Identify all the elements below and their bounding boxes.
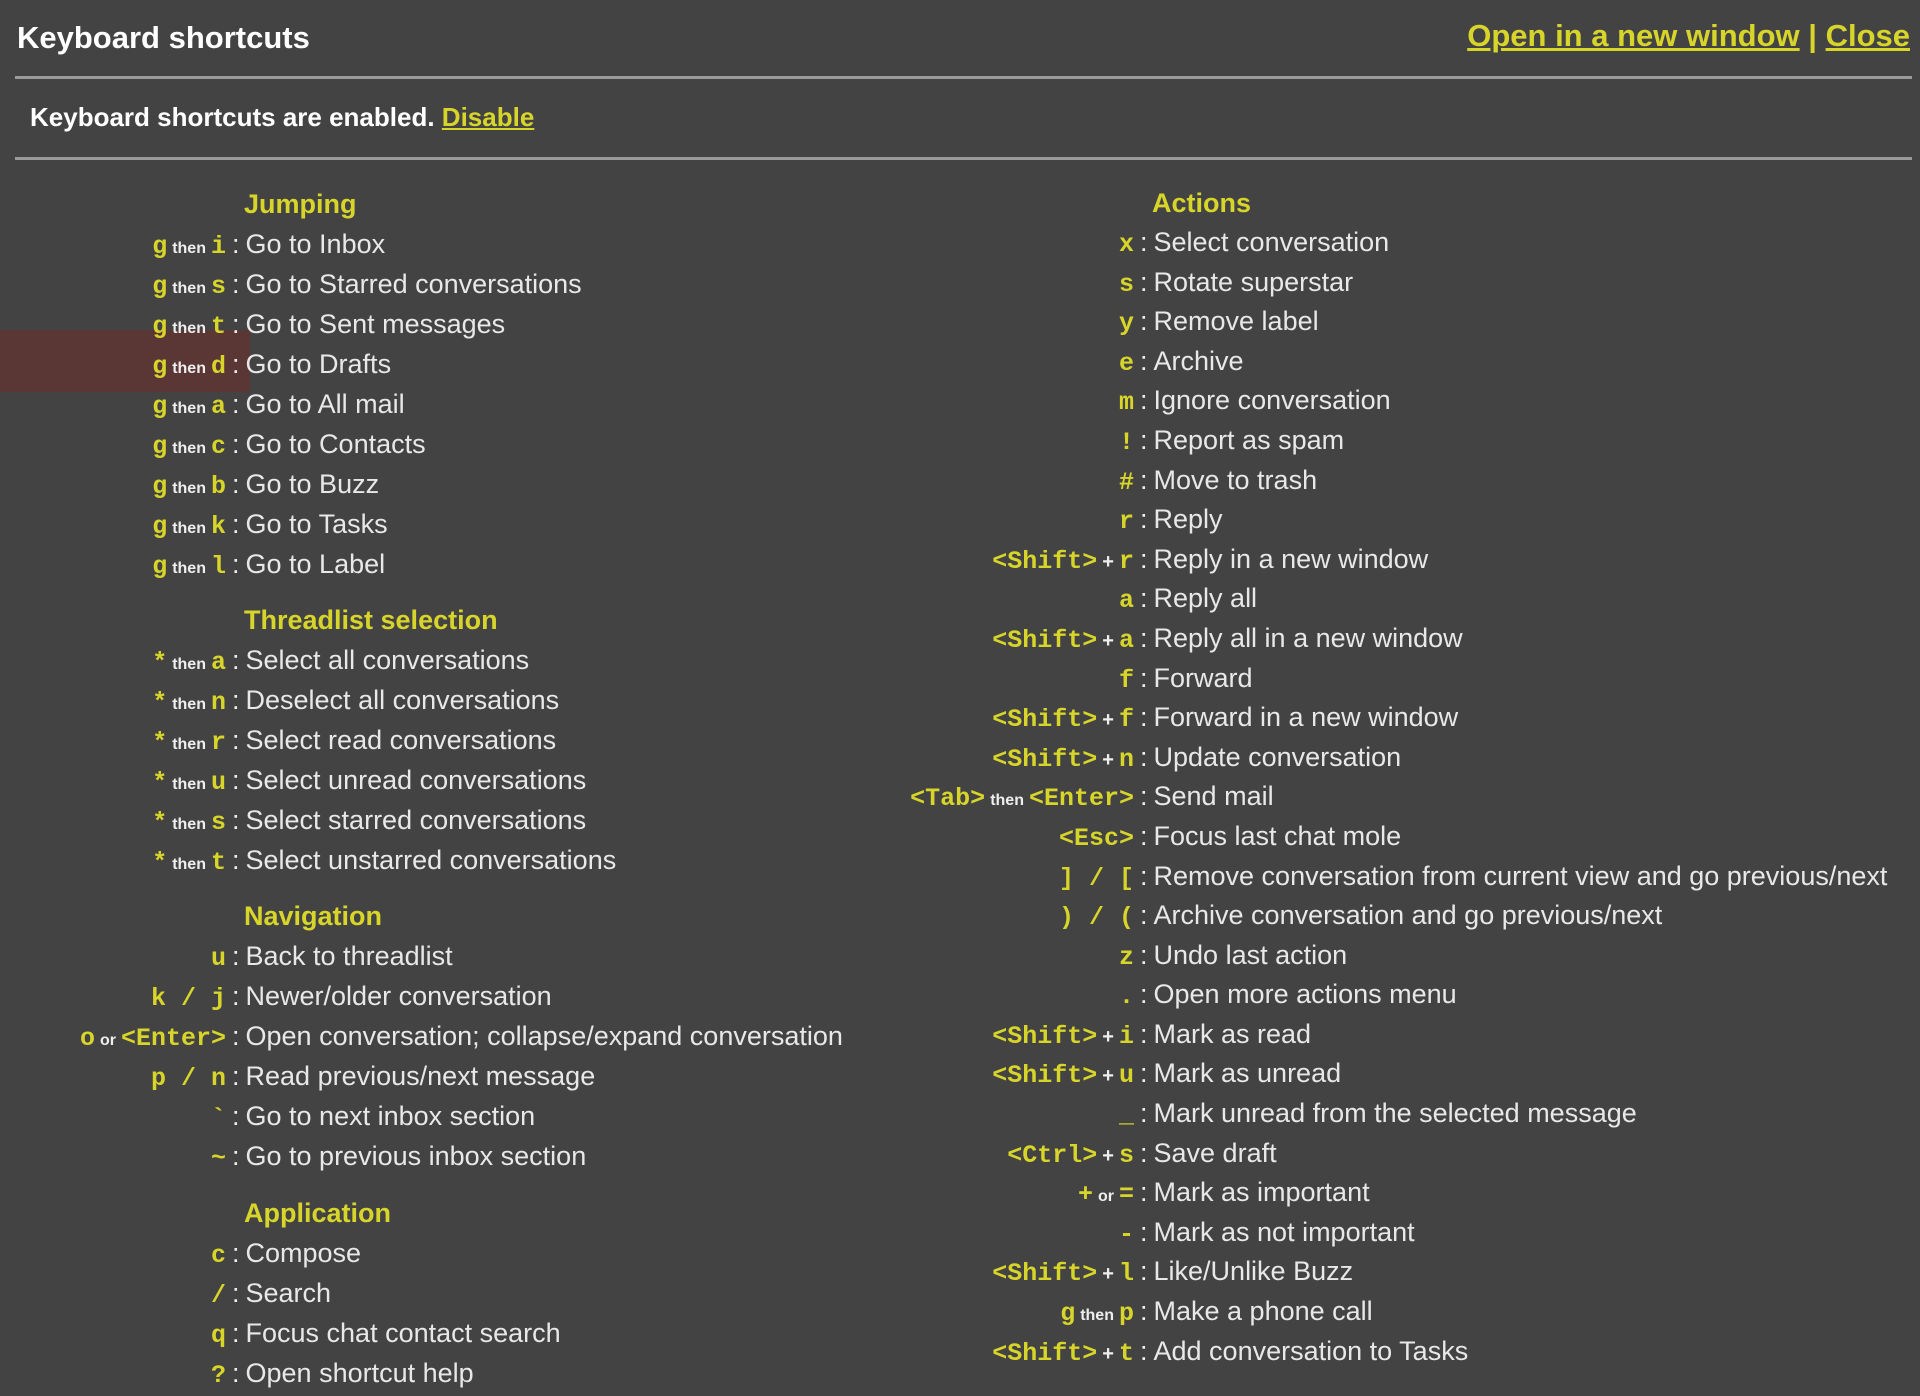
key: * (152, 808, 168, 837)
colon-separator: : (232, 229, 240, 259)
colon-separator: : (1140, 939, 1148, 970)
key-separator: then (172, 360, 206, 377)
shortcut-description: Make a phone call (1153, 1296, 1373, 1327)
key: t (1118, 1338, 1134, 1368)
section-title: Actions (1152, 188, 1252, 218)
key: q (210, 1321, 226, 1350)
key: s (210, 272, 226, 301)
key: e (1118, 348, 1134, 378)
key: <Esc> (1058, 823, 1134, 853)
key: _ (1118, 1101, 1134, 1131)
key: g (152, 312, 168, 341)
colon-separator: : (1140, 979, 1148, 1010)
colon-separator: : (232, 765, 240, 795)
key: u (210, 768, 226, 797)
shortcut-row (0, 1134, 1887, 1174)
key: # (1118, 467, 1134, 497)
colon-separator: : (1140, 662, 1148, 693)
key: ! (1118, 427, 1134, 457)
open-new-window-link[interactable]: Open in a new window (1467, 18, 1800, 53)
shortcut-description: Select unread conversations (245, 765, 587, 795)
colon-separator: : (1140, 1256, 1148, 1287)
shortcut-keys (0, 1252, 1134, 1292)
key: g (152, 432, 168, 461)
shortcut-description: Go to Sent messages (245, 309, 506, 339)
key: <Shift> (992, 1021, 1098, 1051)
colon-separator: : (232, 389, 240, 419)
shortcut-row (0, 975, 1887, 1015)
shortcut-keys (0, 461, 1134, 501)
key-separator: then (172, 320, 206, 337)
shortcut-keys (0, 698, 1134, 738)
key-separator: then (990, 792, 1024, 810)
key: u (210, 944, 226, 973)
shortcut-keys (0, 263, 1134, 303)
dialog-title: Keyboard shortcuts (17, 20, 310, 55)
divider (15, 157, 1912, 160)
key: <Shift> (992, 1259, 1098, 1289)
key: r (210, 728, 226, 757)
shortcut-description: Remove label (1153, 306, 1319, 337)
key: <Tab> (910, 784, 986, 814)
shortcut-row (0, 540, 1887, 580)
colon-separator: : (232, 309, 240, 339)
colon-separator: : (1140, 504, 1148, 535)
key: <Enter> (120, 1024, 226, 1053)
shortcut-description: Ignore conversation (1153, 385, 1391, 416)
shortcut-row (0, 302, 1887, 342)
shortcut-description: Archive conversation and go previous/next (1153, 900, 1663, 931)
shortcut-keys (0, 302, 1134, 342)
key: <Shift> (992, 1338, 1098, 1368)
shortcut-keys (0, 817, 1134, 857)
key-separator: + (1102, 550, 1114, 573)
shortcut-keys (0, 857, 1134, 897)
colon-separator: : (232, 269, 240, 299)
key: / (210, 1281, 226, 1310)
key-separator: then (172, 440, 206, 457)
colon-separator: : (1140, 306, 1148, 337)
shortcut-keys (0, 777, 1134, 817)
shortcut-description: Save draft (1153, 1137, 1277, 1168)
key: t (210, 848, 226, 877)
shortcut-keys (0, 659, 1134, 699)
colon-separator: : (1140, 464, 1148, 495)
colon-separator: : (1140, 543, 1148, 574)
key: ` (210, 1104, 226, 1133)
key: ? (210, 1361, 226, 1390)
shortcut-description: Go to Starred conversations (245, 269, 582, 299)
shortcut-row (0, 421, 1887, 461)
shortcut-keys (0, 738, 1134, 778)
key: g (1060, 1299, 1076, 1329)
colon-separator: : (1140, 1137, 1148, 1168)
colon-separator: : (232, 1061, 240, 1091)
colon-separator: : (1140, 860, 1148, 891)
key: k (210, 512, 226, 541)
key: * (152, 688, 168, 717)
key: p / n (150, 1064, 226, 1093)
shortcut-description: Compose (245, 1238, 362, 1268)
key: ~ (210, 1144, 226, 1173)
shortcut-row (0, 1054, 1887, 1094)
colon-separator: : (232, 685, 240, 715)
key: a (210, 648, 226, 677)
key: * (152, 728, 168, 757)
shortcut-description: Go to All mail (245, 389, 405, 419)
header-links (1467, 18, 1910, 54)
shortcut-keys (0, 1094, 1134, 1134)
key: r (1118, 507, 1134, 537)
key: <Ctrl> (1007, 1140, 1098, 1170)
key: g (152, 352, 168, 381)
colon-separator: : (1140, 781, 1148, 812)
key: b (210, 472, 226, 501)
key: f (1118, 665, 1134, 695)
key: g (152, 232, 168, 261)
colon-separator: : (232, 1318, 240, 1348)
key: = (1118, 1180, 1134, 1210)
shortcut-description: Go to Contacts (245, 429, 426, 459)
colon-separator: : (232, 941, 240, 971)
key: z (1118, 942, 1134, 972)
key-separator: then (172, 856, 206, 873)
shortcut-row (0, 1213, 1887, 1253)
colon-separator: : (1140, 227, 1148, 257)
shortcut-description: Open shortcut help (245, 1358, 474, 1388)
shortcut-row (0, 1292, 1887, 1332)
key-separator: + (1102, 709, 1114, 732)
key: + (1077, 1180, 1093, 1210)
colon-separator: : (1140, 385, 1148, 416)
shortcut-row (0, 1332, 1887, 1372)
key: y (1118, 309, 1134, 339)
colon-separator: : (1140, 1296, 1148, 1327)
key: <Shift> (992, 744, 1098, 774)
shortcut-description: Go to previous inbox section (245, 1141, 587, 1171)
colon-separator: : (232, 805, 240, 835)
shortcut-keys (0, 619, 1134, 659)
shortcut-row (0, 896, 1887, 936)
shortcut-description: Go to next inbox section (245, 1101, 536, 1131)
shortcut-description: Go to Drafts (245, 349, 392, 379)
key-separator: then (172, 696, 206, 713)
key: a (210, 392, 226, 421)
colon-separator: : (1140, 702, 1148, 733)
shortcut-description: Go to Label (245, 549, 386, 579)
shortcut-row (0, 936, 1887, 976)
colon-separator: : (1140, 820, 1148, 851)
shortcut-description: Select all conversations (245, 645, 530, 675)
key: m (1118, 388, 1134, 418)
key: - (1118, 1219, 1134, 1249)
shortcut-row (0, 461, 1887, 501)
key: * (152, 648, 168, 677)
shortcut-description: Rotate superstar (1153, 266, 1354, 297)
colon-separator: : (1140, 900, 1148, 931)
colon-separator: : (232, 429, 240, 459)
colon-separator: : (232, 1141, 240, 1171)
colon-separator: : (1140, 266, 1148, 297)
shortcut-row (0, 579, 1887, 619)
key: g (152, 272, 168, 301)
shortcut-description: Forward (1153, 662, 1253, 693)
divider (15, 76, 1912, 79)
colon-separator: : (1140, 424, 1148, 455)
shortcut-description: Reply all in a new window (1153, 622, 1463, 653)
colon-separator: : (1140, 1058, 1148, 1089)
key: a (1118, 625, 1134, 655)
section-actions (0, 183, 1887, 1371)
shortcut-keys (0, 936, 1134, 976)
shortcut-description: Back to threadlist (245, 941, 453, 971)
key: <Enter> (1028, 784, 1134, 814)
key: . (1118, 982, 1134, 1012)
key: x (1118, 230, 1134, 259)
shortcut-description: Undo last action (1153, 939, 1348, 970)
shortcut-description: Mark as important (1153, 1177, 1370, 1208)
key: a (1118, 586, 1134, 616)
shortcut-row (0, 500, 1887, 540)
shortcut-keys (0, 975, 1134, 1015)
shortcut-keys (0, 342, 1134, 382)
colon-separator: : (1140, 345, 1148, 376)
key: d (210, 352, 226, 381)
key: l (1118, 1259, 1134, 1289)
shortcut-description: Deselect all conversations (245, 685, 560, 715)
shortcut-description: Read previous/next message (245, 1061, 596, 1091)
shortcut-keys (0, 1332, 1134, 1372)
colon-separator: : (232, 1021, 240, 1051)
colon-separator: : (232, 1358, 240, 1388)
key: ) / ( (1058, 903, 1134, 933)
shortcut-description: Like/Unlike Buzz (1153, 1256, 1354, 1287)
shortcut-description: Mark as not important (1153, 1216, 1415, 1247)
colon-separator: : (1140, 1216, 1148, 1247)
shortcut-keys (0, 896, 1134, 936)
colon-separator: : (232, 845, 240, 875)
shortcut-keys (0, 1292, 1134, 1332)
key: u (1118, 1061, 1134, 1091)
key: <Shift> (992, 625, 1098, 655)
section-title: Navigation (244, 901, 383, 931)
shortcut-description: Send mail (1153, 781, 1274, 812)
key: c (210, 432, 226, 461)
key-separator: + (1102, 748, 1114, 771)
colon-separator: : (232, 1101, 240, 1131)
shortcut-description: Forward in a new window (1153, 702, 1459, 733)
colon-separator: : (1140, 1018, 1148, 1049)
colon-separator: : (232, 549, 240, 579)
colon-separator: : (232, 1238, 240, 1268)
shortcut-description: Go to Inbox (245, 229, 386, 259)
shortcut-description: Reply (1153, 504, 1223, 535)
colon-separator: : (1140, 1177, 1148, 1208)
shortcut-keys (0, 1054, 1134, 1094)
key: t (210, 312, 226, 341)
colon-separator: : (232, 981, 240, 1011)
shortcut-row (0, 777, 1887, 817)
status-message (30, 102, 534, 133)
colon-separator: : (1140, 583, 1148, 614)
shortcut-keys (0, 381, 1134, 421)
key-separator: then (172, 480, 206, 497)
key: s (210, 808, 226, 837)
key-separator: + (1102, 629, 1114, 652)
key: f (1118, 705, 1134, 735)
shortcut-row (0, 1173, 1887, 1213)
shortcut-description: Select starred conversations (245, 805, 587, 835)
key: c (210, 1241, 226, 1270)
shortcut-description: Search (245, 1278, 332, 1308)
colon-separator: : (232, 349, 240, 379)
key: i (1118, 1021, 1134, 1051)
key: <Shift> (992, 546, 1098, 576)
key-separator: then (172, 560, 206, 577)
shortcut-description: Mark unread from the selected message (1153, 1098, 1637, 1129)
key-separator: then (172, 520, 206, 537)
key: l (210, 552, 226, 581)
close-link[interactable]: Close (1825, 18, 1910, 53)
shortcut-row (0, 223, 1887, 263)
shortcut-description: Report as spam (1153, 424, 1345, 455)
key-separator: then (1080, 1307, 1114, 1325)
section-title: Jumping (244, 189, 357, 219)
key-separator: + (1102, 1144, 1114, 1167)
colon-separator: : (1140, 622, 1148, 653)
shortcut-description: Add conversation to Tasks (1153, 1335, 1469, 1366)
colon-separator: : (1140, 1335, 1148, 1366)
shortcut-keys (0, 1134, 1134, 1174)
shortcut-row (0, 1252, 1887, 1292)
shortcut-keys (0, 579, 1134, 619)
key: g (152, 552, 168, 581)
shortcut-description: Go to Buzz (245, 469, 380, 499)
key-separator: then (172, 736, 206, 753)
section-title: Application (244, 1198, 391, 1228)
key-separator: + (1102, 1065, 1114, 1088)
shortcut-description: Mark as unread (1153, 1058, 1342, 1089)
shortcut-description: Mark as read (1153, 1018, 1312, 1049)
key: g (152, 472, 168, 501)
key-separator: then (172, 656, 206, 673)
shortcut-description: Newer/older conversation (245, 981, 552, 1011)
shortcut-description: Update conversation (1153, 741, 1402, 772)
section-title: Threadlist selection (244, 605, 498, 635)
shortcut-row (0, 1015, 1887, 1055)
colon-separator: : (232, 1278, 240, 1308)
shortcut-row (0, 817, 1887, 857)
key: ] / [ (1058, 863, 1134, 893)
shortcut-description: Reply all (1153, 583, 1258, 614)
right-column (0, 183, 1887, 1371)
shortcut-description: Open conversation; collapse/expand conversation (245, 1021, 843, 1051)
key-separator: or (99, 1032, 116, 1049)
shortcut-keys (0, 540, 1134, 580)
key-separator: + (1102, 1263, 1114, 1286)
key: g (152, 512, 168, 541)
key-separator: + (1102, 1342, 1114, 1365)
shortcut-row (0, 381, 1887, 421)
disable-link[interactable]: Disable (441, 102, 535, 132)
colon-separator: : (232, 469, 240, 499)
key: s (1118, 1140, 1134, 1170)
shortcut-row (0, 698, 1887, 738)
key-separator: or (1097, 1188, 1114, 1206)
key: <Shift> (992, 1061, 1098, 1091)
shortcut-keys (0, 1015, 1134, 1055)
shortcut-keys (0, 223, 1134, 263)
key-separator: then (172, 776, 206, 793)
link-divider: | (1808, 18, 1817, 53)
key: k / j (150, 984, 226, 1013)
key: * (152, 768, 168, 797)
shortcut-description: Reply in a new window (1153, 543, 1429, 574)
shortcut-description: Archive (1153, 345, 1244, 376)
shortcut-row (0, 659, 1887, 699)
shortcut-description: Focus chat contact search (245, 1318, 561, 1348)
colon-separator: : (232, 645, 240, 675)
shortcut-description: Remove conversation from current view and go previous/next (1153, 860, 1888, 891)
shortcut-row (0, 263, 1887, 303)
key: n (1118, 744, 1134, 774)
shortcut-description: Focus last chat mole (1153, 820, 1402, 851)
shortcut-description: Select conversation (1153, 227, 1390, 257)
shortcut-description: Open more actions menu (1153, 979, 1457, 1010)
key: n (210, 688, 226, 717)
status-text: Keyboard shortcuts are enabled. (30, 102, 435, 132)
colon-separator: : (1140, 1098, 1148, 1129)
key-separator: then (172, 240, 206, 257)
key-separator: then (172, 400, 206, 417)
key-separator: then (172, 280, 206, 297)
key: p (1118, 1299, 1134, 1329)
shortcut-row (0, 1094, 1887, 1134)
key: r (1118, 546, 1134, 576)
key: g (152, 392, 168, 421)
shortcut-description: Select unstarred conversations (245, 845, 617, 875)
key: i (210, 232, 226, 261)
shortcut-keys (0, 1173, 1134, 1213)
shortcut-row (0, 738, 1887, 778)
key: s (1118, 269, 1134, 299)
colon-separator: : (232, 725, 240, 755)
shortcut-row (0, 619, 1887, 659)
shortcut-row (0, 857, 1887, 897)
key-separator: + (1102, 1025, 1114, 1048)
shortcut-keys (0, 500, 1134, 540)
colon-separator: : (232, 509, 240, 539)
shortcut-description: Select read conversations (245, 725, 557, 755)
shortcut-keys (0, 421, 1134, 461)
key: * (152, 848, 168, 877)
key: <Shift> (992, 705, 1098, 735)
shortcut-keys (0, 1213, 1134, 1253)
colon-separator: : (1140, 741, 1148, 772)
key-separator: then (172, 816, 206, 833)
shortcut-row (0, 342, 1887, 382)
key: o (79, 1024, 95, 1053)
shortcut-description: Move to trash (1153, 464, 1318, 495)
shortcut-description: Go to Tasks (245, 509, 388, 539)
